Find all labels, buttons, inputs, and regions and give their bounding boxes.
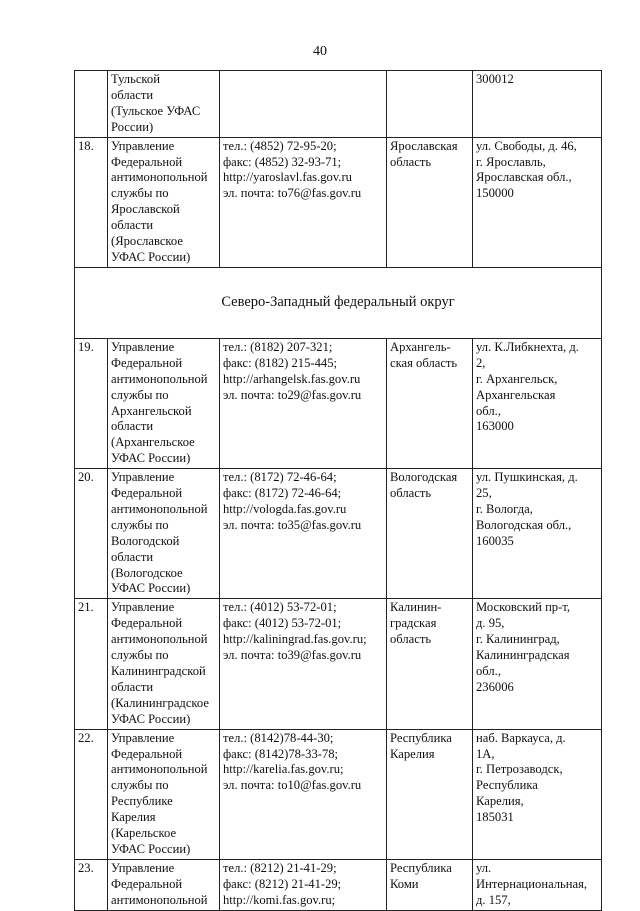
- table-row: [75, 137, 602, 267]
- row-number: 18.: [75, 137, 108, 267]
- office-name: Тульской области (Тульское УФАС России): [108, 71, 220, 138]
- office-region: Архангель- ская область: [387, 338, 473, 468]
- office-region: [387, 71, 473, 138]
- office-contacts: тел.: (4852) 72-95-20; факс: (4852) 32-93-71; http://yaroslavl.fas.gov.ru эл. почта: to76@fas.gov.ru: [220, 137, 387, 267]
- table-row: [75, 469, 602, 599]
- table-row: [75, 599, 602, 729]
- office-contacts: тел.: (8212) 21-41-29; факс: (8212) 21-41-29; http://komi.fas.gov.ru;: [220, 859, 387, 910]
- office-region: Ярославская область: [387, 137, 473, 267]
- row-number: 23.: [75, 859, 108, 910]
- office-address: ул. Пушкинская, д. 25, г. Вологда, Вологодская обл., 160035: [473, 469, 602, 599]
- office-address: 300012: [473, 71, 602, 138]
- office-contacts: тел.: (8142)78-44-30; факс: (8142)78-33-78; http://karelia.fas.gov.ru; эл. почта: to10@fas.gov.ru: [220, 729, 387, 859]
- office-name: Управление Федеральной антимонопольной службы по Калининградской области (Калининградское УФАС России): [108, 599, 220, 729]
- row-number: 21.: [75, 599, 108, 729]
- office-address: наб. Варкауса, д. 1А, г. Петрозаводск, Республика Карелия, 185031: [473, 729, 602, 859]
- table-row: [75, 338, 602, 468]
- territorial-offices-table: [74, 70, 602, 911]
- section-title: Северо-Западный федеральный округ: [75, 267, 602, 338]
- row-number: 20.: [75, 469, 108, 599]
- row-number: [75, 71, 108, 138]
- office-contacts: тел.: (8172) 72-46-64; факс: (8172) 72-46-64; http://vologda.fas.gov.ru эл. почта: to35@fas.gov.ru: [220, 469, 387, 599]
- office-region: Вологодская область: [387, 469, 473, 599]
- table-row: [75, 729, 602, 859]
- office-region: Республика Коми: [387, 859, 473, 910]
- section-row: [75, 267, 602, 338]
- office-name: Управление Федеральной антимонопольной службы по Республике Карелия (Карельское УФАС России): [108, 729, 220, 859]
- office-region: Республика Карелия: [387, 729, 473, 859]
- office-address: ул. Интернациональная, д. 157,: [473, 859, 602, 910]
- row-number: 22.: [75, 729, 108, 859]
- table-row: [75, 71, 602, 138]
- office-address: ул. К.Либкнехта, д. 2, г. Архангельск, Архангельская обл., 163000: [473, 338, 602, 468]
- office-name: Управление Федеральной антимонопольной службы по Архангельской области (Архангельское УФАС России): [108, 338, 220, 468]
- office-contacts: тел.: (8182) 207-321; факс: (8182) 215-445; http://arhangelsk.fas.gov.ru эл. почта: to29@fas.gov.ru: [220, 338, 387, 468]
- table-row: [75, 859, 602, 910]
- office-name: Управление Федеральной антимонопольной службы по Ярославской области (Ярославское УФАС России): [108, 137, 220, 267]
- office-name: Управление Федеральной антимонопольной: [108, 859, 220, 910]
- office-address: ул. Свободы, д. 46, г. Ярославль, Ярославская обл., 150000: [473, 137, 602, 267]
- office-name: Управление Федеральной антимонопольной службы по Вологодской области (Вологодское УФАС России): [108, 469, 220, 599]
- office-address: Московский пр-т, д. 95, г. Калининград, Калининградская обл., 236006: [473, 599, 602, 729]
- row-number: 19.: [75, 338, 108, 468]
- office-contacts: [220, 71, 387, 138]
- page-number: 40: [313, 44, 327, 59]
- office-region: Калинин- градская область: [387, 599, 473, 729]
- office-contacts: тел.: (4012) 53-72-01; факс: (4012) 53-72-01; http://kaliningrad.fas.gov.ru; эл. почта: to39@fas.gov.ru: [220, 599, 387, 729]
